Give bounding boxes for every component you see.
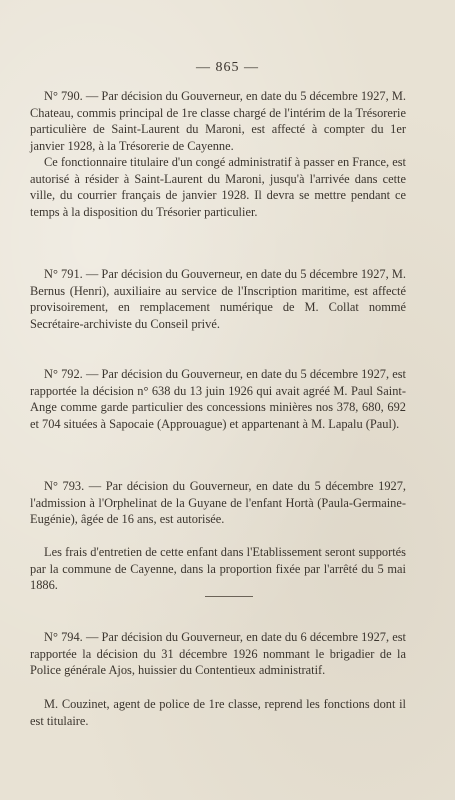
decision-790-paragraph-2: Ce fonctionnaire titulaire d'un congé administratif à passer en France, est autorisé à résider à Saint-Laurent du Maroni, jusqu'à l'arrivée dans cette ville, du courrier français de janvier 1928. Il devra se mettre pendant ce temps à la disposition du Trésorier particulier.: [30, 155, 406, 219]
decision-794-continued: [30, 696, 406, 729]
decision-794-paragraph-1: N° 794. — Par décision du Gouverneur, en date du 6 décembre 1927, est rapportée la décision du 31 décembre 1926 nommant le brigadier de la Police générale Ajos, huissier du Contentieux administratif.: [30, 630, 406, 678]
page-number: — 865 —: [196, 60, 259, 75]
decision-793-paragraph-1: N° 793. — Par décision du Gouverneur, en date du 5 décembre 1927, l'admission à l'Orphelinat de la Guyane de l'enfant Hortà (Paula-Germaine-Eugénie), âgée de 16 ans, est autorisée.: [30, 479, 406, 527]
decision-793-paragraph-2: Les frais d'entretien de cette enfant dans l'Etablissement seront supportés par la commune de Cayenne, dans la proportion fixée par l'arrêté du 5 mai 1886.: [30, 545, 406, 593]
decision-792-paragraph-1: N° 792. — Par décision du Gouverneur, en date du 5 décembre 1927, est rapportée la décision n° 638 du 13 juin 1926 qui avait agréé M. Paul Saint-Ange comme garde particulier des concessions minières nos 378, 680, 692 et 704 situées à Sapocaie (Approuague) et appartenant à M. Lapalu (Paul).: [30, 367, 406, 431]
decision-790-continued: [30, 154, 406, 220]
decision-793: [30, 478, 406, 528]
section-divider: [205, 596, 253, 597]
decision-790-paragraph-1: N° 790. — Par décision du Gouverneur, en date du 5 décembre 1927, M. Chateau, commis principal de 1re classe chargé de l'intérim de la Trésorerie particulière de Saint-Laurent du Maroni, est affecté à compter du 1er janvier 1928, à la Trésorerie de Cayenne.: [30, 89, 406, 153]
decision-791-paragraph-1: N° 791. — Par décision du Gouverneur, en date du 5 décembre 1927, M. Bernus (Henri), auxiliaire au service de l'Inscription maritime, est affecté provisoirement, en remplacement numérique de M. Collat nommé Secrétaire-archiviste du Conseil privé.: [30, 267, 406, 331]
decision-794-paragraph-2: M. Couzinet, agent de police de 1re classe, reprend les fonctions dont il est titulaire.: [30, 697, 406, 728]
decision-794: [30, 629, 406, 679]
decision-791: [30, 266, 406, 332]
decision-793-continued: [30, 544, 406, 594]
decision-790: [30, 88, 406, 154]
decision-792: [30, 366, 406, 432]
